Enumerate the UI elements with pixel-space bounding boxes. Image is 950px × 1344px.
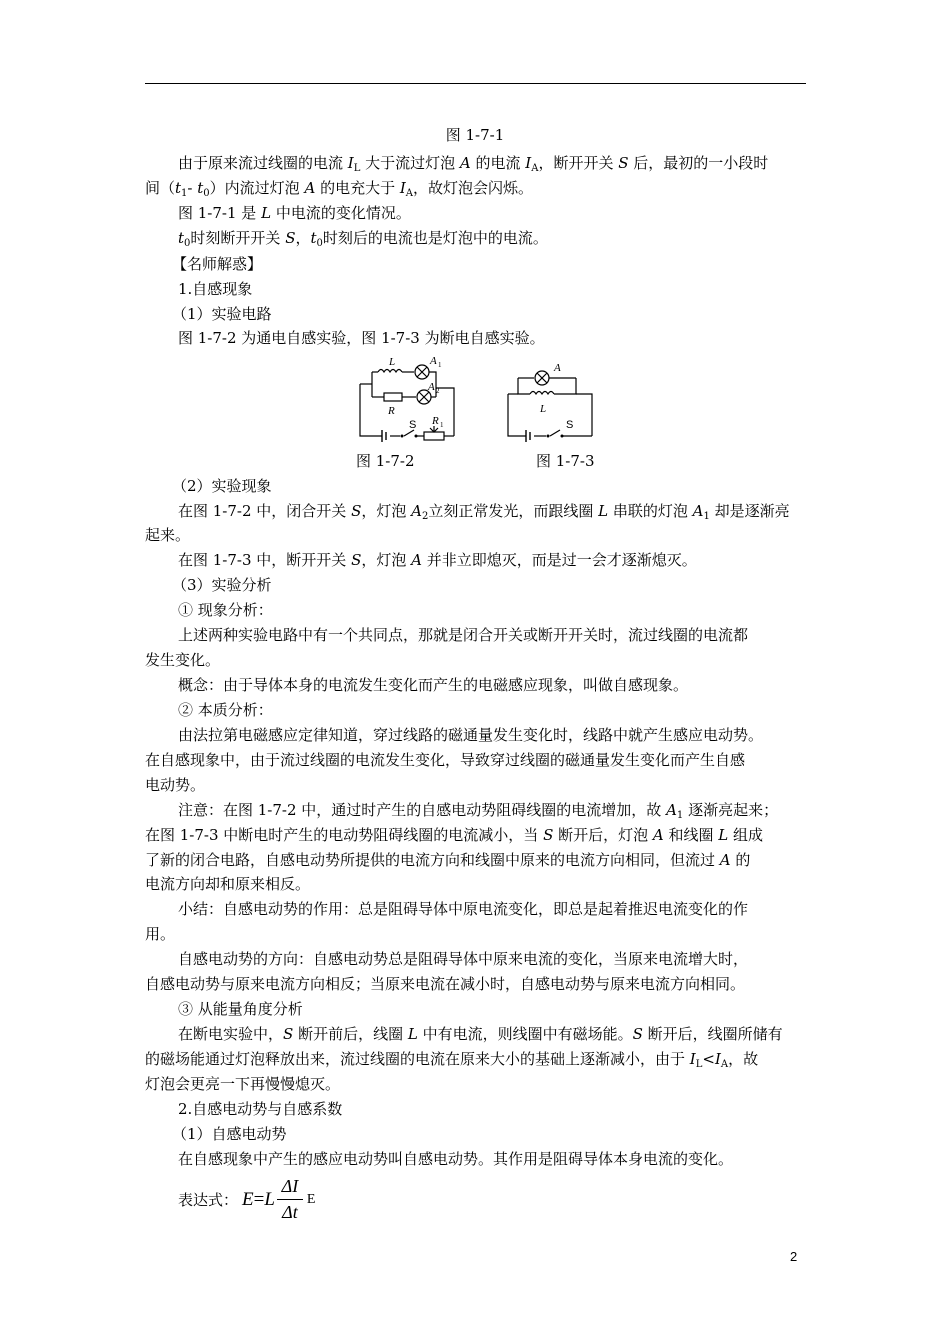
formula-numerator: ΔI <box>281 1176 299 1196</box>
paragraph-line: 自感电动势的方向：自感电动势总是阻碍导体中原来电流的变化，当原来电流增大时， <box>178 950 749 968</box>
formula-L: L <box>264 1188 275 1210</box>
subsection-title: （2）实验现象 <box>172 477 272 495</box>
label-S: S <box>409 419 417 431</box>
figure-caption-1-7-3: 图 1-7-3 <box>536 452 595 470</box>
paragraph-line: 在断电实验中，S 断开前后，线圈 L 中有电流，则线圈中有磁场能。S 断开后，线圈所储有 <box>178 1025 783 1043</box>
paragraph-line: 在图 1-7-3 中，断开开关 S，灯泡 A 并非立即熄灭，而是过一会才逐渐熄灭。 <box>178 551 697 569</box>
label-L: L <box>389 356 396 368</box>
paragraph-line: 注意：在图 1-7-2 中，通过时产生的自感电动势阻碍线圈的电流增加，故 $A_1$ 逐渐亮起来； <box>178 801 779 821</box>
subsection-title: （1）实验电路 <box>172 305 272 323</box>
analysis-heading: ② 本质分析： <box>178 701 273 719</box>
paragraph-line: 电流方向却和原来相反。 <box>145 875 311 893</box>
paragraph-line: 灯泡会更亮一下再慢慢熄灭。 <box>145 1075 341 1093</box>
formula-denominator: Δt <box>282 1202 298 1222</box>
label-A2-sub: 2 <box>436 387 440 395</box>
paragraph-line: 在图 1-7-2 中，闭合开关 S，灯泡 $A_2$立刻正常发光，而跟线圈 L 串联的灯泡 $A_1$ 却是逐渐亮 <box>178 502 790 522</box>
paragraph-line: 图 1-7-2 为通电自感实验，图 1-7-3 为断电自感实验。 <box>178 329 545 347</box>
circuit-diagram-1-7-3 <box>500 358 600 442</box>
paragraph-line: 起来。 <box>145 526 191 544</box>
paragraph-line: 概念：由于导体本身的电流发生变化而产生的电磁感应现象，叫做自感现象。 <box>178 676 689 694</box>
paragraph-line: $t_0$时刻断开开关 S，$t_0$时刻后的电流也是灯泡中的电流。 <box>178 229 548 249</box>
formula-E: E <box>242 1188 254 1210</box>
paragraph-line: 间（$t_1-$ $t_0$）内流过灯泡 A 的电充大于 $I_A$，故灯泡会闪烁。 <box>145 179 534 199</box>
paragraph-line: 上述两种实验电路中有一个共同点，那就是闭合开关或断开开关时，流过线圈的电流都 <box>178 626 749 644</box>
circuit-diagram-1-7-2 <box>356 352 468 442</box>
paragraph-line: 图 1-7-1 是 L 中电流的变化情况。 <box>178 204 411 222</box>
paragraph-line: 电动势。 <box>145 776 206 794</box>
paragraph-line: 在自感现象中，由于流过线圈的电流发生变化，导致穿过线圈的磁通量发生变化而产生自感 <box>145 751 746 769</box>
section-title: 1.自感现象 <box>178 280 253 298</box>
paragraph-line: 用。 <box>145 925 176 943</box>
paragraph-line: 的磁场能通过灯泡释放出来，流过线圈的电流在原来大小的基础上逐渐减小，由于 $I_L<I_A$，故 <box>145 1050 759 1070</box>
header-rule <box>145 83 806 84</box>
page-number: 2 <box>790 1249 798 1264</box>
analysis-heading: ③ 从能量角度分析 <box>178 1000 303 1018</box>
label-R1: R <box>432 415 439 427</box>
paragraph-line: 小结：自感电动势的作用：总是阻碍导体中原电流变化，即总是起着推迟电流变化的作 <box>178 900 749 918</box>
formula-tail: E <box>306 1191 316 1207</box>
formula-equals: = <box>253 1188 265 1210</box>
analysis-heading: ① 现象分析： <box>178 601 273 619</box>
label-R: R <box>388 405 395 417</box>
subsection-title: （1）自感电动势 <box>172 1125 287 1143</box>
paragraph-line: 发生变化。 <box>145 651 221 669</box>
figure-caption-1-7-2: 图 1-7-2 <box>356 452 415 470</box>
label-S: S <box>566 419 574 431</box>
subsection-title: （3）实验分析 <box>172 576 272 594</box>
label-R1-sub: 1 <box>440 421 444 429</box>
paragraph-line: 由法拉第电磁感应定律知道，穿过线路的磁通量发生变化时，线路中就产生感应电动势。 <box>178 726 764 744</box>
paragraph-line: 了新的闭合电路，自感电动势所提供的电流方向和线圈中原来的电流方向相同，但流过 A 的 <box>145 851 751 869</box>
label-L: L <box>540 403 547 415</box>
paragraph-line: 由于原来流过线圈的电流 $I_L$ 大于流过灯泡 A 的电流 $I_A$，断开开关 S 后，最初的一小段时 <box>178 154 769 174</box>
formula-fraction <box>277 1176 303 1223</box>
paragraph-line: 自感电动势与原来电流方向相反；当原来电流在减小时，自感电动势与原来电流方向相同。 <box>145 975 746 993</box>
label-A1: A <box>430 355 437 367</box>
paragraph-line: 在图 1-7-3 中断电时产生的电动势阻碍线圈的电流减小，当 S 断开后，灯泡 A 和线圈 L 组成 <box>145 826 764 844</box>
label-A2: A <box>428 381 435 393</box>
fraction-bar <box>277 1199 303 1200</box>
label-A: A <box>554 362 561 374</box>
section-title: 2.自感电动势与自感系数 <box>178 1100 343 1118</box>
self-inductance-formula <box>178 1176 315 1223</box>
label-A1-sub: 1 <box>438 361 442 369</box>
section-heading: 【名师解惑】 <box>172 255 263 273</box>
formula-label: 表达式： <box>178 1191 239 1209</box>
figure-caption-1-7-1: 图 1-7-1 <box>445 126 505 144</box>
paragraph-line: 在自感现象中产生的感应电动势叫自感电动势。其作用是阻碍导体本身电流的变化。 <box>178 1150 734 1168</box>
